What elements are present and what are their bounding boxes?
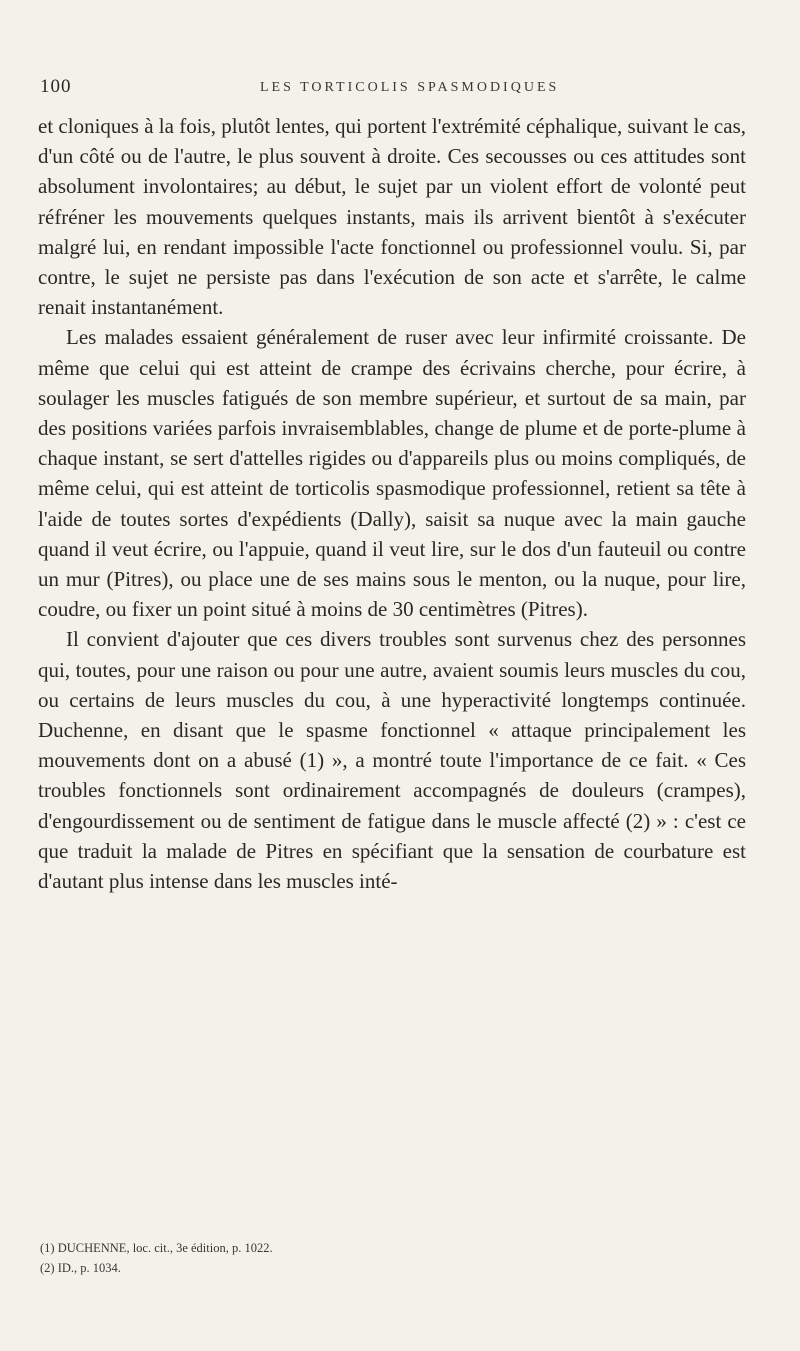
paragraph: Il convient d'ajouter que ces divers troubles sont survenus chez des personnes qui, toutes, pour une raison ou pour une autre, avaient soumis leurs muscles du cou, ou certains de leurs muscles du cou, à une hyperactivité longtemps continuée. Duchenne, en disant que le spasme fonctionnel « attaque principalement les mouvements dont on a abusé (1) », a montré toute l'importance de ce fait. « Ces troubles fonctionnels sont ordinairement accompagnés de douleurs (crampes), d'engourdissement ou de sentiment de fatigue dans le muscle affecté (2) » : c'est ce que traduit la malade de Pitres en spécifiant que la sensation de courbature est d'autant plus intense dans les muscles inté- [38,627,746,894]
paragraph: et cloniques à la fois, plutôt lentes, qui portent l'extrémité céphalique, suivant le cas, d'un côté ou de l'autre, le plus souvent à droite. Ces secousses ou ces attitudes sont absolument involontaires; au début, le sujet par un violent effort de volonté peut réfréner les mouvements quelques instants, mais ils arrivent bientôt à s'exécuter malgré lui, en rendant impossible l'acte fonctionnel ou professionnel voulu. Si, par contre, le sujet ne persiste pas dans l'exécution de son acte et s'arrête, le calme renait instantanément. [38,114,746,320]
footnote: (2) ID., p. 1034. [40,1261,121,1275]
footnotes [40,1238,740,1278]
page-number: 100 [40,76,72,97]
footnote: (1) DUCHENNE, loc. cit., 3e édition, p. 1022. [40,1241,273,1255]
running-title: LES TORTICOLIS SPASMODIQUES [260,80,560,95]
page-header [40,76,740,116]
body-text [38,111,746,896]
paragraph: Les malades essaient généralement de ruser avec leur infirmité croissante. De même que celui qui est atteint de crampe des écrivains cherche, pour écrire, à soulager les muscles fatigués de son membre supérieur, et surtout de sa main, par des positions variées parfois invraisemblables, change de plume et de porte-plume à chaque instant, se sert d'attelles rigides ou d'appareils plus ou moins compliqués, de même celui, qui est atteint de torticolis spasmodique professionnel, retient sa tête à l'aide de toutes sortes d'expédients (Dally), saisit sa nuque avec la main gauche quand il veut écrire, ou l'appuie, quand il veut lire, sur le dos d'un fauteuil ou contre un mur (Pitres), ou place une de ses mains sous le menton, ou la nuque, pour lire, coudre, ou fixer un point situé à moins de 30 centimètres (Pitres). [38,325,746,622]
